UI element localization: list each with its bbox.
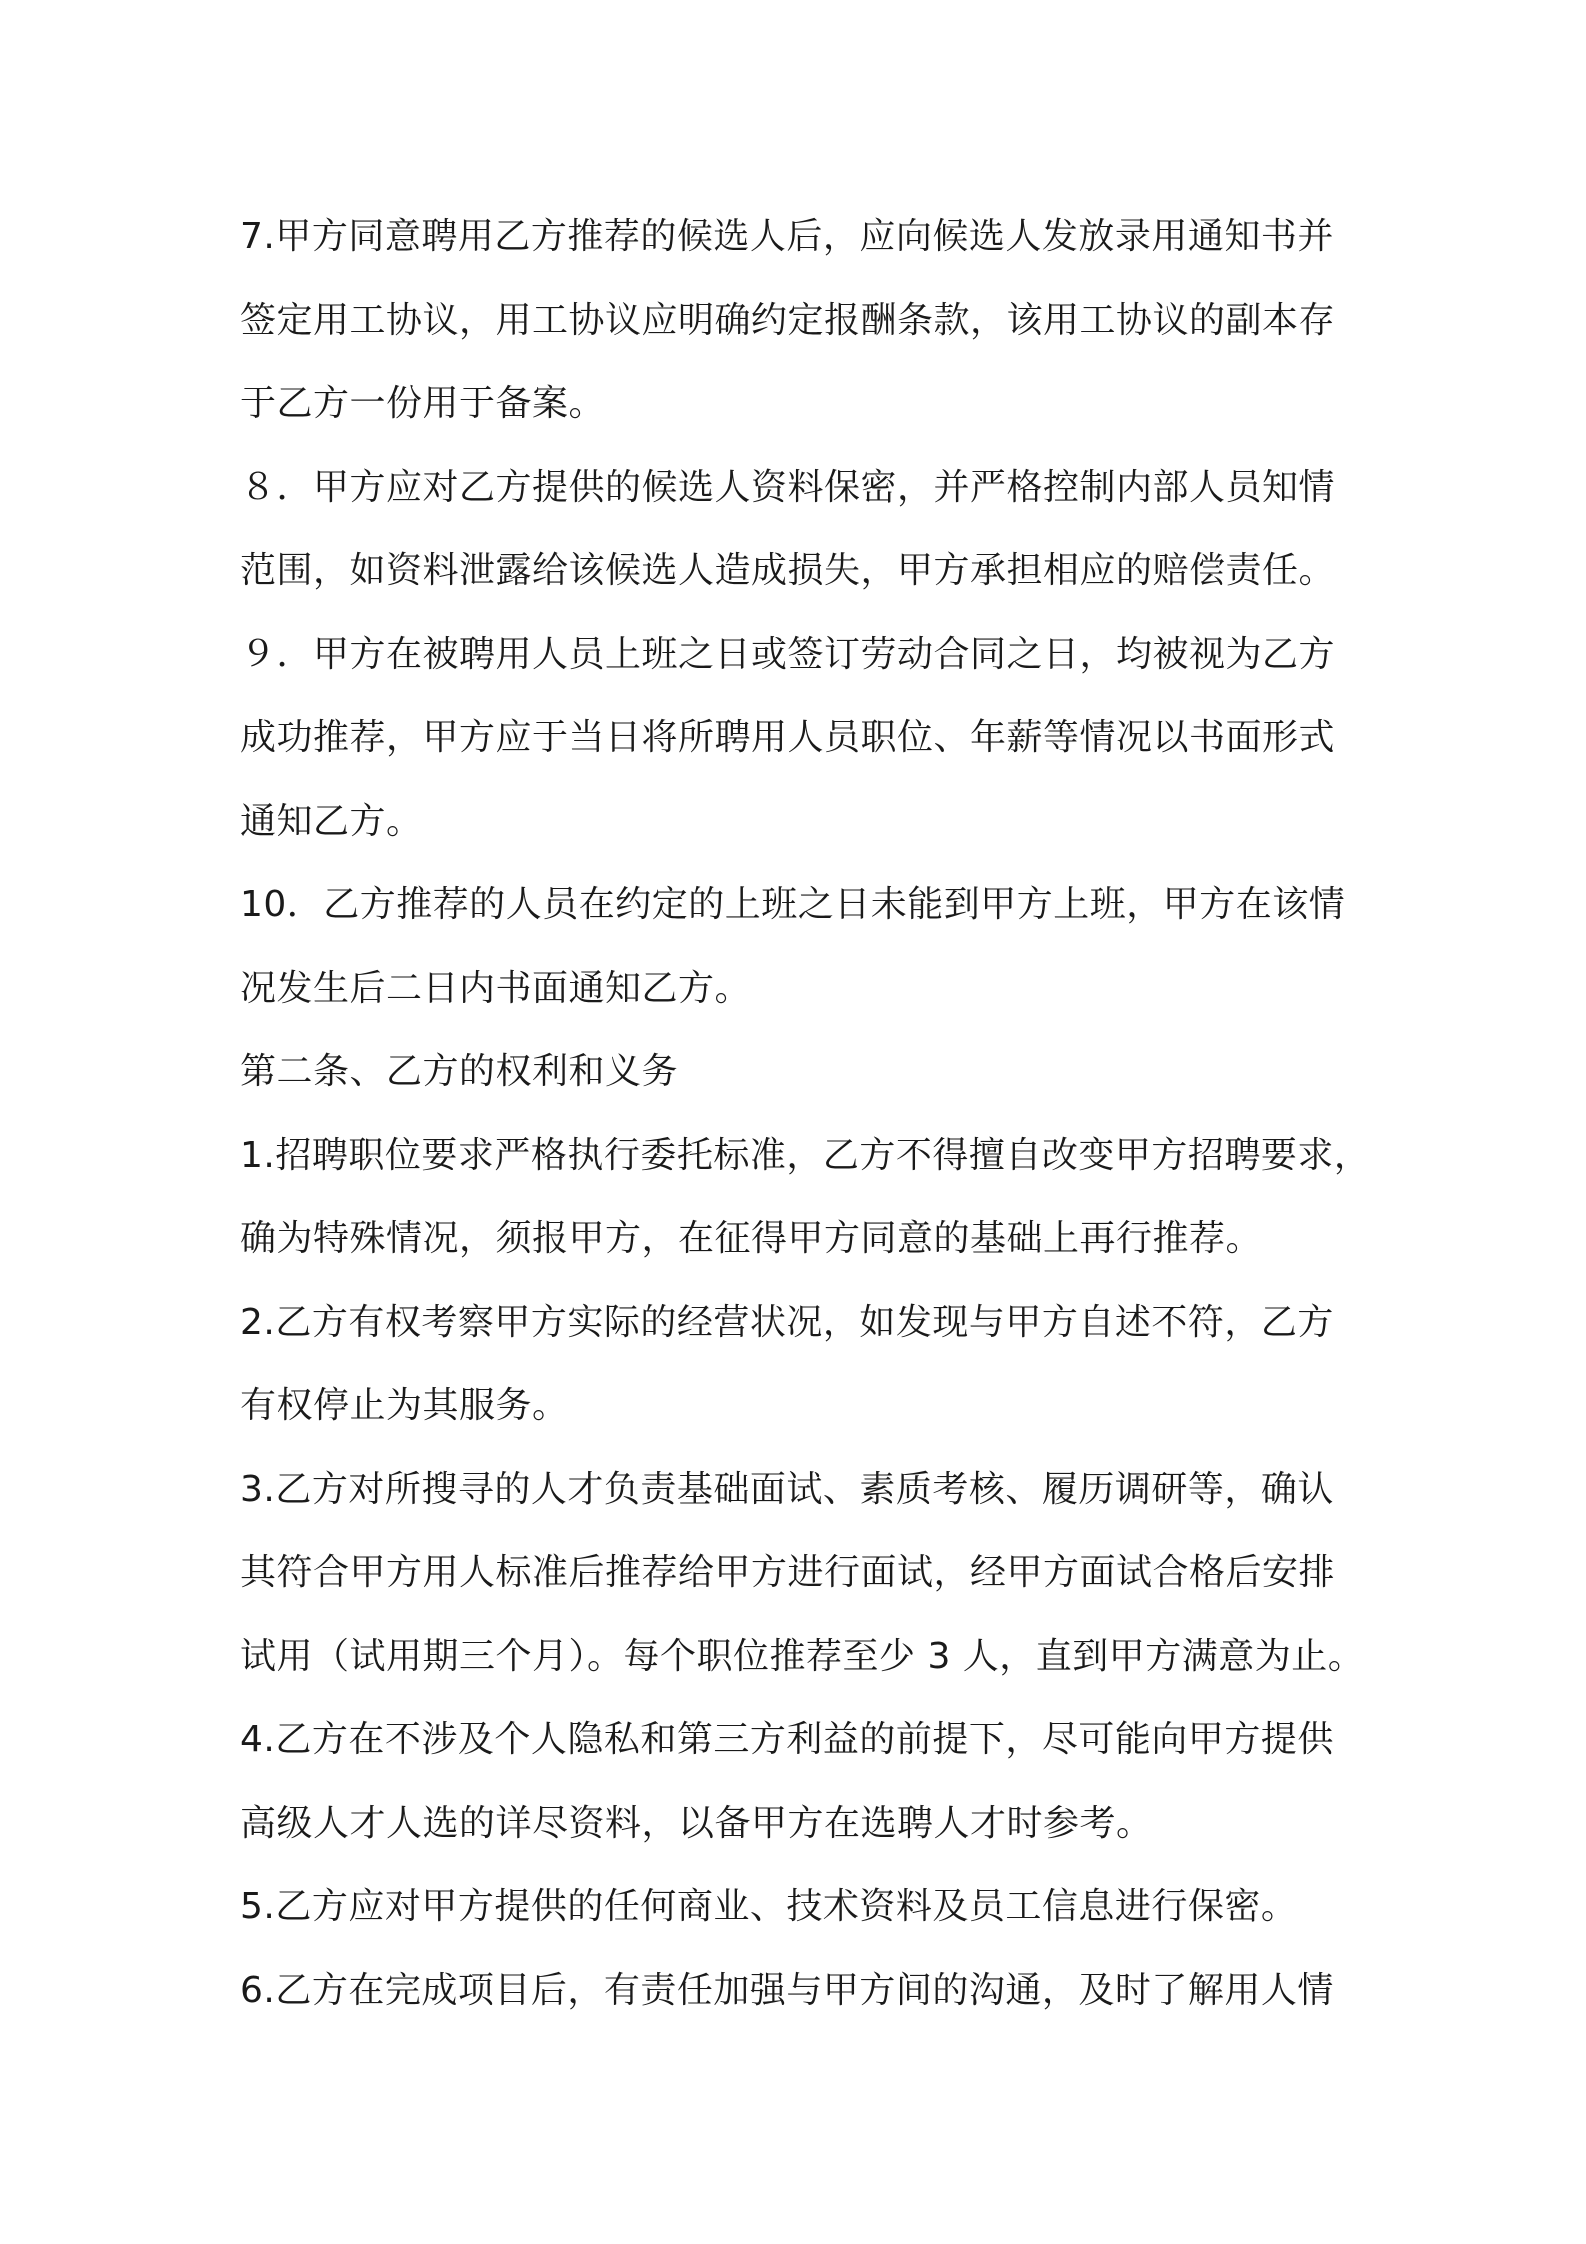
document-body — [240, 195, 1380, 2032]
clause-line: 5.乙方应对甲方提供的任何商业、技术资料及员工信息进行保密。 — [240, 1886, 1298, 1927]
clause-line: 况发生后二日内书面通知乙方。 — [240, 967, 752, 1009]
clause-line: 3.乙方对所搜寻的人才负责基础面试、素质考核、履历调研等，确认 — [240, 1468, 1334, 1510]
clause-line: 高级人才人选的详尽资料，以备甲方在选聘人才时参考。 — [240, 1802, 1153, 1844]
clause-line: 于乙方一份用于备案。 — [240, 383, 606, 424]
clause-line: 范围，如资料泄露给该候选人造成损失，甲方承担相应的赔偿责任。 — [240, 550, 1336, 591]
clause-line: 通知乙方。 — [240, 800, 423, 842]
section-heading: 第二条、乙方的权利和义务 — [240, 1051, 679, 1092]
clause-line: ９．甲方在被聘用人员上班之日或签订劳动合同之日，均被视为乙方 — [240, 633, 1336, 675]
clause-line: 有权停止为其服务。 — [240, 1385, 569, 1426]
clause-line: 1.招聘职位要求严格执行委托标准，乙方不得擅自改变甲方招聘要求， — [240, 1134, 1371, 1176]
clause-line: 4.乙方在不涉及个人隐私和第三方利益的前提下，尽可能向甲方提供 — [240, 1719, 1334, 1760]
clause-line: 试用（试用期三个月）。每个职位推荐至少 3 人，直到甲方满意为止。 — [240, 1635, 1365, 1677]
clause-line: 成功推荐，甲方应于当日将所聘用人员职位、年薪等情况以书面形式 — [240, 717, 1336, 758]
clause-line: 6.乙方在完成项目后，有责任加强与甲方间的沟通，及时了解用人情 — [240, 1969, 1334, 2011]
clause-line: ８．甲方应对乙方提供的候选人资料保密，并严格控制内部人员知情 — [240, 466, 1336, 508]
clause-line: 签定用工协议，用工协议应明确约定报酬条款，该用工协议的副本存 — [240, 299, 1336, 341]
clause-line: 10．乙方推荐的人员在约定的上班之日未能到甲方上班，甲方在该情 — [240, 884, 1346, 925]
clause-line: 确为特殊情况，须报甲方，在征得甲方同意的基础上再行推荐。 — [240, 1218, 1263, 1259]
clause-line: 2.乙方有权考察甲方实际的经营状况，如发现与甲方自述不符，乙方 — [240, 1301, 1334, 1343]
clause-line: 7.甲方同意聘用乙方推荐的候选人后，应向候选人发放录用通知书并 — [240, 216, 1334, 257]
clause-line: 其符合甲方用人标准后推荐给甲方进行面试，经甲方面试合格后安排 — [240, 1552, 1336, 1593]
